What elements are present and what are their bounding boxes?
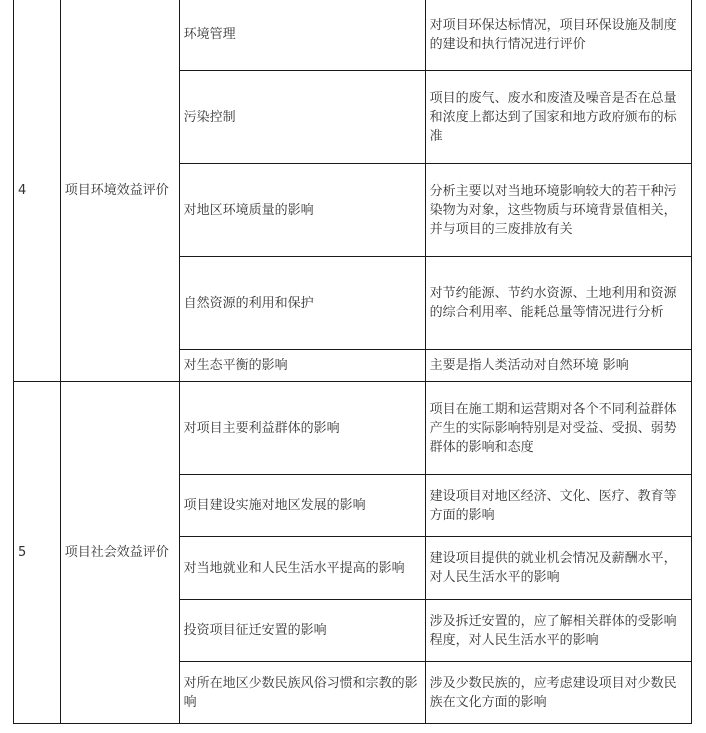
desc-cell: 项目在施工期和运营期对各个不同利益群体产生的实际影响特别是对受益、受损、弱势群体的影响和态度 [425,382,691,475]
item-cell: 对地区环境质量的影响 [179,164,425,257]
evaluation-table [13,0,692,724]
group-name-cell: 项目环境效益评价 [60,0,179,382]
desc-cell: 分析主要以对当地环境影响较大的若干种污染物为对象，这些物质与环境背景值相关，并与项目的三废排放有关 [425,164,691,257]
desc-cell: 主要是指人类活动对自然环境 影响 [425,350,691,382]
item-cell: 对生态平衡的影响 [179,350,425,382]
desc-cell: 对项目环保达标情况，项目环保设施及制度的建设和执行情况进行评价 [425,0,691,71]
group-number-cell: 4 [14,0,61,382]
desc-cell: 涉及拆迁安置的，应了解相关群体的受影响程度，对人民生活水平的影响 [425,600,691,662]
item-cell: 投资项目征迁安置的影响 [179,600,425,662]
item-cell: 对所在地区少数民族风俗习惯和宗教的影响 [179,662,425,724]
group-name-cell: 项目社会效益评价 [60,382,179,724]
item-cell: 环境管理 [179,0,425,71]
desc-cell: 建设项目提供的就业机会情况及薪酬水平，对人民生活水平的影响 [425,537,691,600]
desc-cell: 对节约能源、节约水资源、土地利用和资源的综合利用率、能耗总量等情况进行分析 [425,257,691,350]
table-body [14,0,692,724]
table-row [14,0,692,71]
group-number-cell: 5 [14,382,61,724]
item-cell: 对项目主要利益群体的影响 [179,382,425,475]
desc-cell: 建设项目对地区经济、文化、医疗、教育等方面的影响 [425,475,691,537]
item-cell: 对当地就业和人民生活水平提高的影响 [179,537,425,600]
item-cell: 自然资源的利用和保护 [179,257,425,350]
item-cell: 污染控制 [179,71,425,164]
desc-cell: 项目的废气、废水和废渣及噪音是否在总量和浓度上都达到了国家和地方政府颁布的标准 [425,71,691,164]
table-row [14,382,692,475]
desc-cell: 涉及少数民族的，应考虑建设项目对少数民族在文化方面的影响 [425,662,691,724]
item-cell: 项目建设实施对地区发展的影响 [179,475,425,537]
